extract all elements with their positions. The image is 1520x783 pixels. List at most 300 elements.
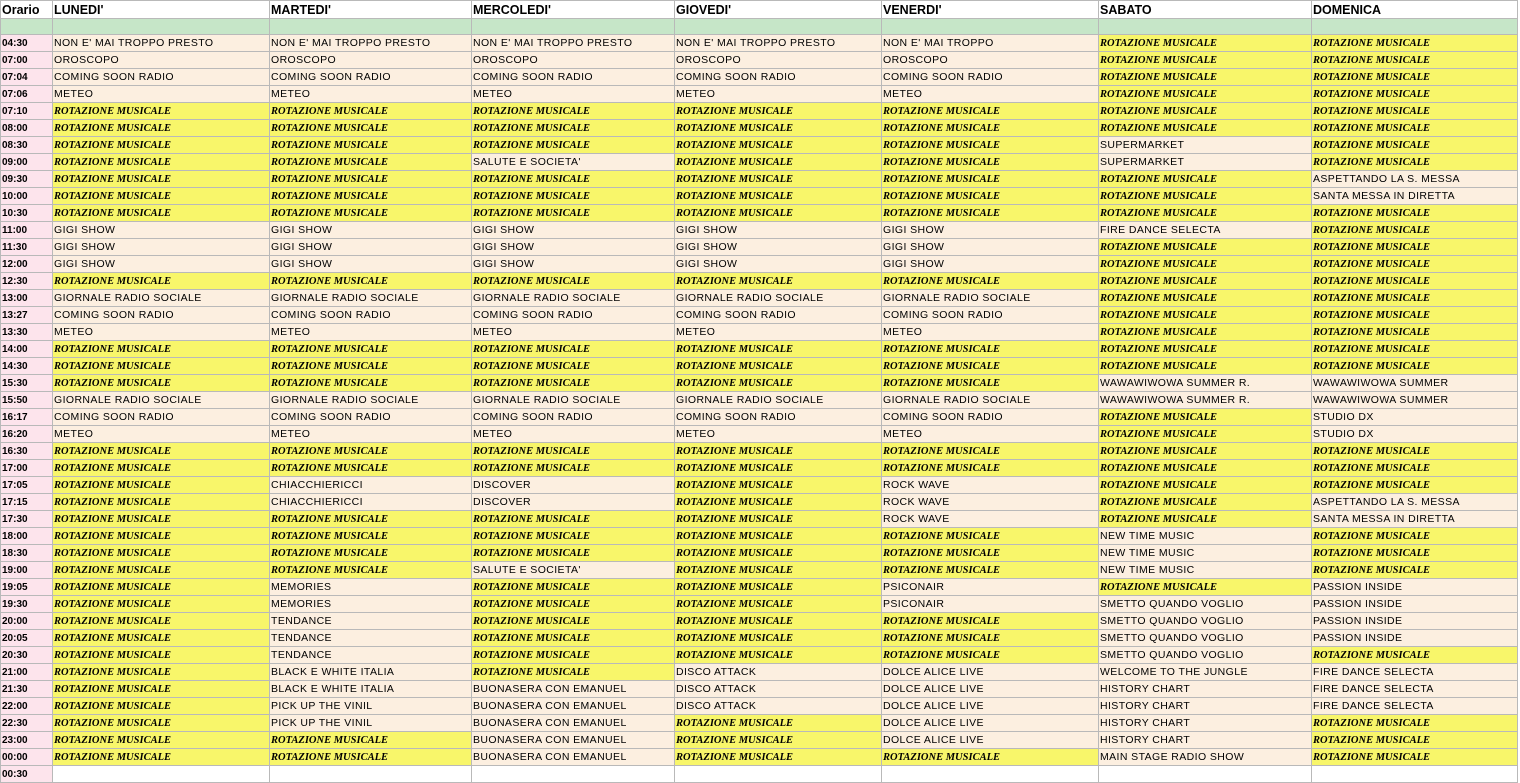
time-cell[interactable]: 20:05 (1, 630, 53, 647)
time-cell[interactable]: 16:17 (1, 409, 53, 426)
program-cell[interactable]: ASPETTANDO LA S. MESSA (1312, 171, 1518, 188)
rotation-cell[interactable]: ROTAZIONE MUSICALE (472, 511, 675, 528)
program-cell[interactable]: GIGI SHOW (675, 256, 882, 273)
rotation-cell[interactable]: ROTAZIONE MUSICALE (270, 171, 472, 188)
rotation-cell[interactable]: ROTAZIONE MUSICALE (1312, 732, 1518, 749)
rotation-cell[interactable]: ROTAZIONE MUSICALE (1312, 545, 1518, 562)
rotation-cell[interactable]: ROTAZIONE MUSICALE (472, 120, 675, 137)
rotation-cell[interactable]: ROTAZIONE MUSICALE (53, 647, 270, 664)
program-cell[interactable]: FIRE DANCE SELECTA (1312, 664, 1518, 681)
program-cell[interactable]: HISTORY CHART (1099, 698, 1312, 715)
time-cell[interactable]: 16:20 (1, 426, 53, 443)
program-cell[interactable]: FIRE DANCE SELECTA (1312, 681, 1518, 698)
rotation-cell[interactable]: ROTAZIONE MUSICALE (53, 613, 270, 630)
rotation-cell[interactable]: ROTAZIONE MUSICALE (1312, 137, 1518, 154)
rotation-cell[interactable]: ROTAZIONE MUSICALE (1312, 477, 1518, 494)
program-cell[interactable]: METEO (675, 324, 882, 341)
program-cell[interactable]: COMING SOON RADIO (472, 409, 675, 426)
program-cell[interactable]: NON E' MAI TROPPO PRESTO (675, 35, 882, 52)
rotation-cell[interactable]: ROTAZIONE MUSICALE (472, 630, 675, 647)
rotation-cell[interactable]: ROTAZIONE MUSICALE (1312, 562, 1518, 579)
rotation-cell[interactable]: ROTAZIONE MUSICALE (472, 664, 675, 681)
program-cell[interactable]: MEMORIES (270, 596, 472, 613)
rotation-cell[interactable]: ROTAZIONE MUSICALE (1312, 239, 1518, 256)
rotation-cell[interactable]: ROTAZIONE MUSICALE (1099, 307, 1312, 324)
time-cell[interactable]: 17:00 (1, 460, 53, 477)
program-cell[interactable]: TENDANCE (270, 630, 472, 647)
program-cell[interactable]: METEO (53, 86, 270, 103)
rotation-cell[interactable]: ROTAZIONE MUSICALE (472, 460, 675, 477)
rotation-cell[interactable]: ROTAZIONE MUSICALE (270, 205, 472, 222)
time-cell[interactable]: 00:30 (1, 766, 53, 783)
band-cell[interactable] (270, 19, 472, 35)
time-cell[interactable]: 11:00 (1, 222, 53, 239)
time-cell[interactable]: 07:00 (1, 52, 53, 69)
program-cell[interactable]: GIGI SHOW (882, 239, 1099, 256)
rotation-cell[interactable]: ROTAZIONE MUSICALE (882, 630, 1099, 647)
program-cell[interactable]: SMETTO QUANDO VOGLIO (1099, 596, 1312, 613)
program-cell[interactable]: METEO (472, 324, 675, 341)
header-domenica[interactable]: DOMENICA (1312, 1, 1518, 19)
rotation-cell[interactable]: ROTAZIONE MUSICALE (1312, 273, 1518, 290)
time-cell[interactable]: 11:30 (1, 239, 53, 256)
rotation-cell[interactable]: ROTAZIONE MUSICALE (1099, 239, 1312, 256)
header-lunedi[interactable]: LUNEDI' (53, 1, 270, 19)
rotation-cell[interactable]: ROTAZIONE MUSICALE (270, 732, 472, 749)
program-cell[interactable]: METEO (472, 86, 675, 103)
time-cell[interactable]: 22:00 (1, 698, 53, 715)
program-cell[interactable]: METEO (882, 86, 1099, 103)
rotation-cell[interactable]: ROTAZIONE MUSICALE (53, 630, 270, 647)
rotation-cell[interactable]: ROTAZIONE MUSICALE (53, 375, 270, 392)
program-cell[interactable]: OROSCOPO (472, 52, 675, 69)
program-cell[interactable]: DOLCE ALICE LIVE (882, 698, 1099, 715)
rotation-cell[interactable]: ROTAZIONE MUSICALE (675, 545, 882, 562)
program-cell[interactable]: NEW TIME MUSIC (1099, 528, 1312, 545)
program-cell[interactable]: PSICONAIR (882, 596, 1099, 613)
rotation-cell[interactable]: ROTAZIONE MUSICALE (882, 188, 1099, 205)
time-cell[interactable]: 10:00 (1, 188, 53, 205)
time-cell[interactable]: 00:00 (1, 749, 53, 766)
band-cell[interactable] (53, 19, 270, 35)
program-cell[interactable]: GIGI SHOW (882, 256, 1099, 273)
rotation-cell[interactable]: ROTAZIONE MUSICALE (1099, 511, 1312, 528)
program-cell[interactable]: GIGI SHOW (472, 222, 675, 239)
rotation-cell[interactable]: ROTAZIONE MUSICALE (882, 273, 1099, 290)
empty-cell[interactable] (882, 766, 1099, 783)
time-cell[interactable]: 21:00 (1, 664, 53, 681)
rotation-cell[interactable]: ROTAZIONE MUSICALE (472, 273, 675, 290)
program-cell[interactable]: CHIACCHIERICCI (270, 477, 472, 494)
program-cell[interactable]: GIGI SHOW (53, 239, 270, 256)
empty-cell[interactable] (270, 766, 472, 783)
program-cell[interactable]: DOLCE ALICE LIVE (882, 732, 1099, 749)
program-cell[interactable]: GIORNALE RADIO SOCIALE (675, 392, 882, 409)
rotation-cell[interactable]: ROTAZIONE MUSICALE (472, 613, 675, 630)
program-cell[interactable]: WAWAWIWOWA SUMMER (1312, 392, 1518, 409)
rotation-cell[interactable]: ROTAZIONE MUSICALE (675, 511, 882, 528)
rotation-cell[interactable]: ROTAZIONE MUSICALE (1099, 205, 1312, 222)
rotation-cell[interactable]: ROTAZIONE MUSICALE (53, 171, 270, 188)
program-cell[interactable]: GIORNALE RADIO SOCIALE (270, 290, 472, 307)
rotation-cell[interactable]: ROTAZIONE MUSICALE (270, 154, 472, 171)
rotation-cell[interactable]: ROTAZIONE MUSICALE (1312, 35, 1518, 52)
program-cell[interactable]: NON E' MAI TROPPO (882, 35, 1099, 52)
program-cell[interactable]: COMING SOON RADIO (472, 307, 675, 324)
rotation-cell[interactable]: ROTAZIONE MUSICALE (675, 443, 882, 460)
time-cell[interactable]: 12:30 (1, 273, 53, 290)
rotation-cell[interactable]: ROTAZIONE MUSICALE (675, 273, 882, 290)
program-cell[interactable]: BLACK E WHITE ITALIA (270, 664, 472, 681)
rotation-cell[interactable]: ROTAZIONE MUSICALE (882, 647, 1099, 664)
rotation-cell[interactable]: ROTAZIONE MUSICALE (270, 188, 472, 205)
rotation-cell[interactable]: ROTAZIONE MUSICALE (1099, 324, 1312, 341)
rotation-cell[interactable]: ROTAZIONE MUSICALE (882, 528, 1099, 545)
rotation-cell[interactable]: ROTAZIONE MUSICALE (675, 562, 882, 579)
rotation-cell[interactable]: ROTAZIONE MUSICALE (882, 545, 1099, 562)
time-cell[interactable]: 07:06 (1, 86, 53, 103)
rotation-cell[interactable]: ROTAZIONE MUSICALE (53, 477, 270, 494)
rotation-cell[interactable]: ROTAZIONE MUSICALE (1099, 579, 1312, 596)
program-cell[interactable]: MEMORIES (270, 579, 472, 596)
rotation-cell[interactable]: ROTAZIONE MUSICALE (675, 171, 882, 188)
rotation-cell[interactable]: ROTAZIONE MUSICALE (270, 358, 472, 375)
program-cell[interactable]: GIGI SHOW (53, 222, 270, 239)
program-cell[interactable]: GIGI SHOW (675, 239, 882, 256)
rotation-cell[interactable]: ROTAZIONE MUSICALE (675, 596, 882, 613)
program-cell[interactable]: SMETTO QUANDO VOGLIO (1099, 613, 1312, 630)
time-cell[interactable]: 17:05 (1, 477, 53, 494)
program-cell[interactable]: OROSCOPO (270, 52, 472, 69)
program-cell[interactable]: COMING SOON RADIO (53, 307, 270, 324)
time-cell[interactable]: 20:00 (1, 613, 53, 630)
rotation-cell[interactable]: ROTAZIONE MUSICALE (675, 749, 882, 766)
rotation-cell[interactable]: ROTAZIONE MUSICALE (675, 647, 882, 664)
rotation-cell[interactable]: ROTAZIONE MUSICALE (675, 375, 882, 392)
rotation-cell[interactable]: ROTAZIONE MUSICALE (53, 715, 270, 732)
program-cell[interactable]: PICK UP THE VINIL (270, 715, 472, 732)
program-cell[interactable]: ROCK WAVE (882, 511, 1099, 528)
time-cell[interactable]: 15:50 (1, 392, 53, 409)
rotation-cell[interactable]: ROTAZIONE MUSICALE (270, 545, 472, 562)
rotation-cell[interactable]: ROTAZIONE MUSICALE (270, 120, 472, 137)
program-cell[interactable]: METEO (270, 86, 472, 103)
program-cell[interactable]: SALUTE E SOCIETA' (472, 154, 675, 171)
time-cell[interactable]: 16:30 (1, 443, 53, 460)
band-cell[interactable] (472, 19, 675, 35)
time-cell[interactable]: 07:04 (1, 69, 53, 86)
band-cell[interactable] (1312, 19, 1518, 35)
program-cell[interactable]: NON E' MAI TROPPO PRESTO (270, 35, 472, 52)
rotation-cell[interactable]: ROTAZIONE MUSICALE (1099, 86, 1312, 103)
rotation-cell[interactable]: ROTAZIONE MUSICALE (53, 545, 270, 562)
rotation-cell[interactable]: ROTAZIONE MUSICALE (882, 562, 1099, 579)
rotation-cell[interactable]: ROTAZIONE MUSICALE (882, 154, 1099, 171)
rotation-cell[interactable]: ROTAZIONE MUSICALE (1312, 460, 1518, 477)
rotation-cell[interactable]: ROTAZIONE MUSICALE (53, 188, 270, 205)
rotation-cell[interactable]: ROTAZIONE MUSICALE (675, 732, 882, 749)
program-cell[interactable]: GIORNALE RADIO SOCIALE (53, 392, 270, 409)
program-cell[interactable]: SUPERMARKET (1099, 137, 1312, 154)
time-cell[interactable]: 13:27 (1, 307, 53, 324)
rotation-cell[interactable]: ROTAZIONE MUSICALE (472, 358, 675, 375)
rotation-cell[interactable]: ROTAZIONE MUSICALE (882, 341, 1099, 358)
program-cell[interactable]: NEW TIME MUSIC (1099, 562, 1312, 579)
program-cell[interactable]: DISCO ATTACK (675, 698, 882, 715)
rotation-cell[interactable]: ROTAZIONE MUSICALE (270, 273, 472, 290)
rotation-cell[interactable]: ROTAZIONE MUSICALE (675, 613, 882, 630)
band-cell[interactable] (1099, 19, 1312, 35)
rotation-cell[interactable]: ROTAZIONE MUSICALE (53, 205, 270, 222)
rotation-cell[interactable]: ROTAZIONE MUSICALE (882, 171, 1099, 188)
program-cell[interactable]: GIGI SHOW (270, 256, 472, 273)
program-cell[interactable]: GIGI SHOW (675, 222, 882, 239)
time-cell[interactable]: 19:30 (1, 596, 53, 613)
program-cell[interactable]: SANTA MESSA IN DIRETTA (1312, 511, 1518, 528)
rotation-cell[interactable]: ROTAZIONE MUSICALE (53, 749, 270, 766)
program-cell[interactable]: PSICONAIR (882, 579, 1099, 596)
program-cell[interactable]: PICK UP THE VINIL (270, 698, 472, 715)
program-cell[interactable]: STUDIO DX (1312, 426, 1518, 443)
program-cell[interactable]: PASSION INSIDE (1312, 579, 1518, 596)
time-cell[interactable]: 14:30 (1, 358, 53, 375)
time-cell[interactable]: 18:00 (1, 528, 53, 545)
program-cell[interactable]: HISTORY CHART (1099, 732, 1312, 749)
program-cell[interactable]: BLACK E WHITE ITALIA (270, 681, 472, 698)
rotation-cell[interactable]: ROTAZIONE MUSICALE (1099, 273, 1312, 290)
rotation-cell[interactable]: ROTAZIONE MUSICALE (53, 341, 270, 358)
time-cell[interactable]: 18:30 (1, 545, 53, 562)
program-cell[interactable]: COMING SOON RADIO (472, 69, 675, 86)
rotation-cell[interactable]: ROTAZIONE MUSICALE (472, 375, 675, 392)
program-cell[interactable]: GIGI SHOW (270, 239, 472, 256)
program-cell[interactable]: BUONASERA CON EMANUEL (472, 732, 675, 749)
rotation-cell[interactable]: ROTAZIONE MUSICALE (53, 681, 270, 698)
rotation-cell[interactable]: ROTAZIONE MUSICALE (882, 749, 1099, 766)
program-cell[interactable]: GIORNALE RADIO SOCIALE (882, 392, 1099, 409)
rotation-cell[interactable]: ROTAZIONE MUSICALE (1312, 120, 1518, 137)
rotation-cell[interactable]: ROTAZIONE MUSICALE (1312, 103, 1518, 120)
rotation-cell[interactable]: ROTAZIONE MUSICALE (472, 528, 675, 545)
empty-cell[interactable] (675, 766, 882, 783)
rotation-cell[interactable]: ROTAZIONE MUSICALE (1312, 256, 1518, 273)
header-mercoledi[interactable]: MERCOLEDI' (472, 1, 675, 19)
rotation-cell[interactable]: ROTAZIONE MUSICALE (1312, 341, 1518, 358)
program-cell[interactable]: METEO (882, 324, 1099, 341)
rotation-cell[interactable]: ROTAZIONE MUSICALE (472, 188, 675, 205)
program-cell[interactable]: SMETTO QUANDO VOGLIO (1099, 630, 1312, 647)
rotation-cell[interactable]: ROTAZIONE MUSICALE (882, 358, 1099, 375)
rotation-cell[interactable]: ROTAZIONE MUSICALE (53, 511, 270, 528)
program-cell[interactable]: BUONASERA CON EMANUEL (472, 698, 675, 715)
rotation-cell[interactable]: ROTAZIONE MUSICALE (882, 443, 1099, 460)
rotation-cell[interactable]: ROTAZIONE MUSICALE (472, 545, 675, 562)
rotation-cell[interactable]: ROTAZIONE MUSICALE (1099, 358, 1312, 375)
rotation-cell[interactable]: ROTAZIONE MUSICALE (472, 171, 675, 188)
header-orario[interactable]: Orario (1, 1, 53, 19)
rotation-cell[interactable]: ROTAZIONE MUSICALE (1312, 154, 1518, 171)
rotation-cell[interactable]: ROTAZIONE MUSICALE (472, 341, 675, 358)
rotation-cell[interactable]: ROTAZIONE MUSICALE (53, 494, 270, 511)
rotation-cell[interactable]: ROTAZIONE MUSICALE (675, 715, 882, 732)
program-cell[interactable]: PASSION INSIDE (1312, 613, 1518, 630)
empty-cell[interactable] (53, 766, 270, 783)
time-cell[interactable]: 08:00 (1, 120, 53, 137)
rotation-cell[interactable]: ROTAZIONE MUSICALE (53, 698, 270, 715)
rotation-cell[interactable]: ROTAZIONE MUSICALE (1099, 477, 1312, 494)
rotation-cell[interactable]: ROTAZIONE MUSICALE (675, 579, 882, 596)
rotation-cell[interactable]: ROTAZIONE MUSICALE (53, 358, 270, 375)
rotation-cell[interactable]: ROTAZIONE MUSICALE (1312, 324, 1518, 341)
program-cell[interactable]: STUDIO DX (1312, 409, 1518, 426)
time-cell[interactable]: 19:00 (1, 562, 53, 579)
program-cell[interactable]: GIGI SHOW (472, 239, 675, 256)
program-cell[interactable]: DOLCE ALICE LIVE (882, 715, 1099, 732)
rotation-cell[interactable]: ROTAZIONE MUSICALE (1312, 307, 1518, 324)
rotation-cell[interactable]: ROTAZIONE MUSICALE (1099, 120, 1312, 137)
program-cell[interactable]: METEO (472, 426, 675, 443)
rotation-cell[interactable]: ROTAZIONE MUSICALE (882, 120, 1099, 137)
program-cell[interactable]: ROCK WAVE (882, 477, 1099, 494)
program-cell[interactable]: COMING SOON RADIO (675, 409, 882, 426)
program-cell[interactable]: METEO (882, 426, 1099, 443)
program-cell[interactable]: COMING SOON RADIO (270, 409, 472, 426)
rotation-cell[interactable]: ROTAZIONE MUSICALE (1312, 222, 1518, 239)
program-cell[interactable]: DISCOVER (472, 494, 675, 511)
rotation-cell[interactable]: ROTAZIONE MUSICALE (1312, 52, 1518, 69)
program-cell[interactable]: DISCO ATTACK (675, 681, 882, 698)
program-cell[interactable]: CHIACCHIERICCI (270, 494, 472, 511)
program-cell[interactable]: WAWAWIWOWA SUMMER R. (1099, 392, 1312, 409)
program-cell[interactable]: NON E' MAI TROPPO PRESTO (53, 35, 270, 52)
rotation-cell[interactable]: ROTAZIONE MUSICALE (472, 596, 675, 613)
empty-cell[interactable] (472, 766, 675, 783)
rotation-cell[interactable]: ROTAZIONE MUSICALE (1099, 35, 1312, 52)
rotation-cell[interactable]: ROTAZIONE MUSICALE (270, 460, 472, 477)
program-cell[interactable]: FIRE DANCE SELECTA (1099, 222, 1312, 239)
program-cell[interactable]: GIGI SHOW (270, 222, 472, 239)
rotation-cell[interactable]: ROTAZIONE MUSICALE (675, 103, 882, 120)
rotation-cell[interactable]: ROTAZIONE MUSICALE (1099, 426, 1312, 443)
time-cell[interactable]: 09:30 (1, 171, 53, 188)
rotation-cell[interactable]: ROTAZIONE MUSICALE (53, 664, 270, 681)
rotation-cell[interactable]: ROTAZIONE MUSICALE (53, 154, 270, 171)
rotation-cell[interactable]: ROTAZIONE MUSICALE (1099, 69, 1312, 86)
program-cell[interactable]: SANTA MESSA IN DIRETTA (1312, 188, 1518, 205)
rotation-cell[interactable]: ROTAZIONE MUSICALE (1312, 358, 1518, 375)
time-cell[interactable]: 15:30 (1, 375, 53, 392)
program-cell[interactable]: FIRE DANCE SELECTA (1312, 698, 1518, 715)
program-cell[interactable]: METEO (675, 426, 882, 443)
program-cell[interactable]: GIGI SHOW (472, 256, 675, 273)
rotation-cell[interactable]: ROTAZIONE MUSICALE (270, 375, 472, 392)
program-cell[interactable]: GIORNALE RADIO SOCIALE (472, 290, 675, 307)
program-cell[interactable]: OROSCOPO (53, 52, 270, 69)
rotation-cell[interactable]: ROTAZIONE MUSICALE (882, 460, 1099, 477)
rotation-cell[interactable]: ROTAZIONE MUSICALE (472, 647, 675, 664)
rotation-cell[interactable]: ROTAZIONE MUSICALE (675, 205, 882, 222)
rotation-cell[interactable]: ROTAZIONE MUSICALE (270, 528, 472, 545)
time-cell[interactable]: 09:00 (1, 154, 53, 171)
time-cell[interactable]: 23:00 (1, 732, 53, 749)
program-cell[interactable]: GIGI SHOW (53, 256, 270, 273)
program-cell[interactable]: COMING SOON RADIO (882, 69, 1099, 86)
rotation-cell[interactable]: ROTAZIONE MUSICALE (472, 443, 675, 460)
rotation-cell[interactable]: ROTAZIONE MUSICALE (1099, 494, 1312, 511)
rotation-cell[interactable]: ROTAZIONE MUSICALE (53, 103, 270, 120)
rotation-cell[interactable]: ROTAZIONE MUSICALE (1312, 443, 1518, 460)
rotation-cell[interactable]: ROTAZIONE MUSICALE (53, 137, 270, 154)
program-cell[interactable]: ASPETTANDO LA S. MESSA (1312, 494, 1518, 511)
rotation-cell[interactable]: ROTAZIONE MUSICALE (1312, 69, 1518, 86)
rotation-cell[interactable]: ROTAZIONE MUSICALE (1099, 443, 1312, 460)
program-cell[interactable]: DOLCE ALICE LIVE (882, 664, 1099, 681)
rotation-cell[interactable]: ROTAZIONE MUSICALE (882, 375, 1099, 392)
rotation-cell[interactable]: ROTAZIONE MUSICALE (270, 443, 472, 460)
program-cell[interactable]: COMING SOON RADIO (270, 307, 472, 324)
time-cell[interactable]: 13:30 (1, 324, 53, 341)
rotation-cell[interactable]: ROTAZIONE MUSICALE (1312, 647, 1518, 664)
program-cell[interactable]: OROSCOPO (675, 52, 882, 69)
rotation-cell[interactable]: ROTAZIONE MUSICALE (472, 137, 675, 154)
rotation-cell[interactable]: ROTAZIONE MUSICALE (675, 477, 882, 494)
time-cell[interactable]: 08:30 (1, 137, 53, 154)
time-cell[interactable]: 17:30 (1, 511, 53, 528)
program-cell[interactable]: METEO (270, 324, 472, 341)
program-cell[interactable]: HISTORY CHART (1099, 681, 1312, 698)
time-cell[interactable]: 04:30 (1, 35, 53, 52)
rotation-cell[interactable]: ROTAZIONE MUSICALE (472, 205, 675, 222)
rotation-cell[interactable]: ROTAZIONE MUSICALE (53, 562, 270, 579)
rotation-cell[interactable]: ROTAZIONE MUSICALE (1312, 205, 1518, 222)
program-cell[interactable]: SMETTO QUANDO VOGLIO (1099, 647, 1312, 664)
rotation-cell[interactable]: ROTAZIONE MUSICALE (882, 205, 1099, 222)
program-cell[interactable]: NEW TIME MUSIC (1099, 545, 1312, 562)
program-cell[interactable]: BUONASERA CON EMANUEL (472, 749, 675, 766)
band-cell[interactable] (1, 19, 53, 35)
program-cell[interactable]: METEO (675, 86, 882, 103)
rotation-cell[interactable]: ROTAZIONE MUSICALE (270, 511, 472, 528)
rotation-cell[interactable]: ROTAZIONE MUSICALE (53, 443, 270, 460)
rotation-cell[interactable]: ROTAZIONE MUSICALE (1099, 52, 1312, 69)
program-cell[interactable]: TENDANCE (270, 613, 472, 630)
program-cell[interactable]: GIORNALE RADIO SOCIALE (53, 290, 270, 307)
program-cell[interactable]: SUPERMARKET (1099, 154, 1312, 171)
rotation-cell[interactable]: ROTAZIONE MUSICALE (53, 579, 270, 596)
rotation-cell[interactable]: ROTAZIONE MUSICALE (675, 120, 882, 137)
program-cell[interactable]: GIGI SHOW (882, 222, 1099, 239)
header-giovedi[interactable]: GIOVEDI' (675, 1, 882, 19)
rotation-cell[interactable]: ROTAZIONE MUSICALE (675, 341, 882, 358)
program-cell[interactable]: METEO (53, 426, 270, 443)
program-cell[interactable]: WAWAWIWOWA SUMMER (1312, 375, 1518, 392)
time-cell[interactable]: 17:15 (1, 494, 53, 511)
program-cell[interactable]: HISTORY CHART (1099, 715, 1312, 732)
program-cell[interactable]: SALUTE E SOCIETA' (472, 562, 675, 579)
rotation-cell[interactable]: ROTAZIONE MUSICALE (675, 460, 882, 477)
rotation-cell[interactable]: ROTAZIONE MUSICALE (1099, 409, 1312, 426)
program-cell[interactable]: METEO (270, 426, 472, 443)
program-cell[interactable]: DOLCE ALICE LIVE (882, 681, 1099, 698)
empty-cell[interactable] (1099, 766, 1312, 783)
rotation-cell[interactable]: ROTAZIONE MUSICALE (675, 630, 882, 647)
rotation-cell[interactable]: ROTAZIONE MUSICALE (53, 596, 270, 613)
rotation-cell[interactable]: ROTAZIONE MUSICALE (1312, 749, 1518, 766)
time-cell[interactable]: 19:05 (1, 579, 53, 596)
rotation-cell[interactable]: ROTAZIONE MUSICALE (53, 120, 270, 137)
rotation-cell[interactable]: ROTAZIONE MUSICALE (1312, 290, 1518, 307)
program-cell[interactable]: NON E' MAI TROPPO PRESTO (472, 35, 675, 52)
